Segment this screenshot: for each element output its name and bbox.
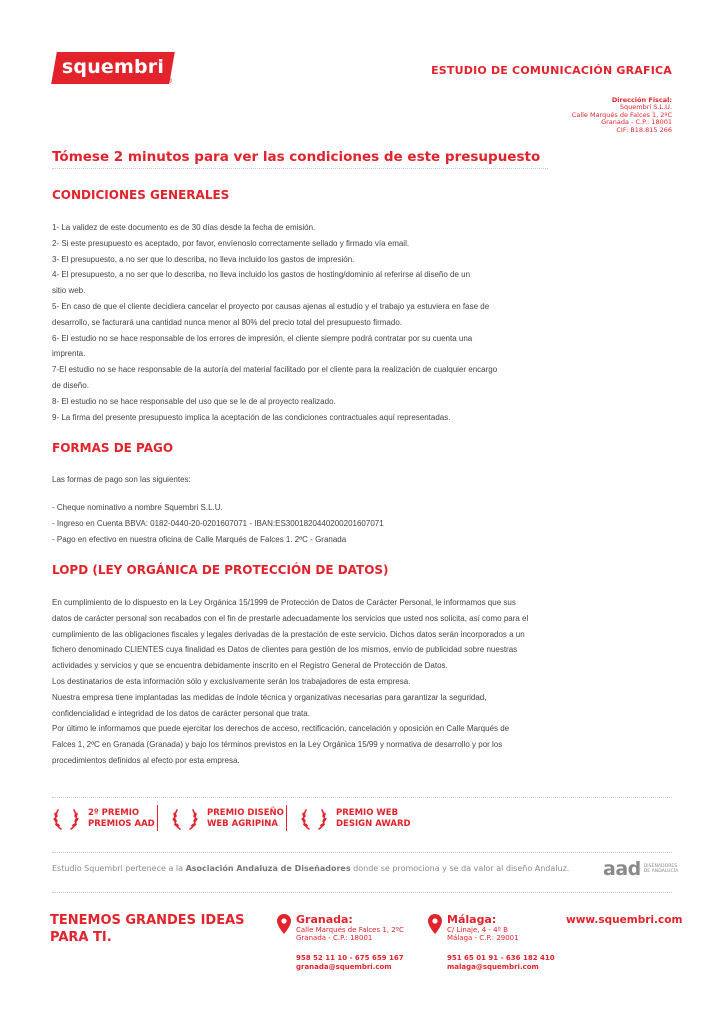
- aad-logo-sub-line: DISEÑADORES: [643, 863, 678, 869]
- lopd-line: procedimientos definidos al efecto por esta empresa.: [52, 755, 240, 765]
- office-address: [447, 926, 555, 943]
- award-line: PREMIOS AAD: [88, 819, 155, 829]
- payment-item: - Ingreso en Cuenta BBVA: 0182-0440-20-0201607071 - IBAN:ES3001820440200201607071: [52, 518, 384, 528]
- website-link[interactable]: www.squembri.com: [566, 914, 683, 926]
- office-city: Málaga:: [447, 913, 497, 926]
- aad-logo-sub-line: DE ANDALUCÍA: [643, 869, 679, 874]
- fiscal-address: [572, 97, 672, 134]
- payment-intro-block: [52, 472, 552, 488]
- award-label: [207, 808, 284, 830]
- map-pin-icon: [277, 914, 291, 934]
- condition-line: 1- La validez de este documento es de 30 días desde la fecha de emisión.: [52, 223, 316, 232]
- lopd-line: datos de carácter personal son recabados con el fin de prestarle adecuadamente los servicios que usted nos solicita, así como para el: [52, 613, 529, 623]
- office-city: Granada:: [296, 913, 353, 926]
- condition-line: 8- El estudio no se hace responsable del uso que se le de al proyecto realizado.: [52, 396, 336, 406]
- page-title: Tómese 2 minutos para ver las condiciones de este presupuesto: [52, 149, 541, 165]
- aad-note-text: Estudio Squembri pertenece a la: [52, 864, 186, 873]
- logo-text: squembri: [61, 56, 165, 78]
- condition-line: desarrollo, se facturará una cantidad nunca menor al 80% del precio total del presupuesto firmado.: [52, 317, 402, 327]
- office-details: [296, 913, 404, 973]
- award-line: 2º PREMIO: [88, 808, 140, 818]
- condition-line: de diseño.: [52, 380, 89, 390]
- aad-logo-mark: aad: [603, 858, 641, 880]
- laurel-icon: [300, 806, 328, 832]
- lopd-line: cumplimiento de las obligaciones fiscales y legales derivadas de la prestación de este servicio. Dichos datos serán incorporados a un: [52, 629, 525, 639]
- title-divider: [52, 168, 548, 169]
- lopd-line: Los destinatarios de esta información sólo y exclusivamente serán los trabajadores de esta empresa.: [52, 676, 411, 686]
- office-phone: 951 65 01 91 - 636 182 410: [447, 953, 555, 962]
- lopd-line: Nuestra empresa tiene implantadas las medidas de índole técnica y organizativas necesarias para garantizar la seguridad,: [52, 692, 487, 702]
- office-address-line: Granada - C.P.: 18001: [296, 934, 373, 943]
- lopd-line: Por último le informamos que puede ejercitar los derechos de acceso, rectificación, cancelación y oposición en Calle Marqués de: [52, 724, 510, 734]
- map-pin-icon: [428, 914, 442, 934]
- office-phone: 958 52 11 10 - 675 659 167: [296, 953, 404, 962]
- office-granada: [277, 913, 404, 973]
- condition-line: 4- El presupuesto, a no ser que lo describa, no lleva incluido los gastos de hosting/dominio al referirse al diseño de un: [52, 270, 471, 280]
- award-line: WEB AGRIPINA: [207, 819, 278, 829]
- office-malaga: [428, 913, 555, 973]
- aad-logo: [603, 858, 678, 880]
- lopd-line: Falces 1, 2ºC en Granada (Granada) y bajo los términos previstos en la Ley Orgánica 15/99 y normativa de desarrollo y por los: [52, 740, 503, 750]
- condition-line: imprenta.: [52, 349, 86, 359]
- award-agripina: [171, 806, 284, 832]
- payment-title: FORMAS DE PAGO: [52, 441, 174, 455]
- condition-line: 7-El estudio no se hace responsable de la autoría del material facilitado por el cliente para la realización de cualquier encargo: [52, 365, 498, 375]
- laurel-icon: [171, 806, 199, 832]
- office-address: [296, 926, 404, 943]
- condition-line: 6- El estudio no se hace responsable de los errores de impresión, el cliente siempre podrá contratar por su cuenta una: [52, 333, 473, 343]
- lopd-title: LOPD (LEY ORGÁNICA DE PROTECCIÓN DE DATOS): [52, 563, 389, 577]
- laurel-icon: [52, 806, 80, 832]
- payment-item: - Cheque nominativo a nombre Squembri S.L.U.: [52, 503, 223, 512]
- footer-divider: [52, 892, 672, 893]
- conditions-title: CONDICIONES GENERALES: [52, 188, 230, 202]
- office-email[interactable]: malaga@squembri.com: [447, 963, 539, 972]
- award-line: PREMIO WEB: [336, 808, 399, 818]
- awards-divider-bottom: [52, 852, 672, 853]
- office-contact: [296, 954, 404, 973]
- awards-divider-top: [52, 797, 672, 798]
- payment-intro: Las formas de pago son las siguientes:: [52, 475, 191, 484]
- payment-list: [52, 500, 552, 547]
- condition-line: sitio web.: [52, 286, 86, 296]
- slogan-line: TENEMOS GRANDES IDEAS: [50, 913, 245, 928]
- fiscal-line: Squembri S.L.U.: [619, 103, 672, 112]
- office-details: [447, 913, 555, 973]
- footer-slogan: [50, 913, 245, 946]
- lopd-line: confidencialidad e integridad de los datos de carácter personal que trata.: [52, 708, 310, 718]
- squembri-logo: [54, 52, 172, 84]
- award-label: [88, 808, 155, 830]
- aad-note-text: donde se promociona y se da valor al diseño Andaluz.: [350, 864, 570, 873]
- fiscal-line: CIF: B18.815 266: [616, 125, 672, 134]
- conditions-list: [52, 220, 552, 425]
- aad-association-name: Asociación Andaluza de Diseñadores: [185, 864, 351, 873]
- slogan-line: PARA TI.: [50, 929, 112, 945]
- lopd-line: fichero denominado CLIENTES cuya finalidad es Datos de clientes para gestión de los mismos, envío de publicidad sobre nuestras: [52, 645, 518, 655]
- lopd-text: [52, 595, 552, 769]
- fiscal-label: Dirección Fiscal:: [611, 96, 672, 104]
- award-line: PREMIO DISEÑO: [207, 808, 284, 818]
- registered-mark: ®: [167, 78, 173, 85]
- condition-line: 5- En caso de que el cliente decidiera cancelar el proyecto por causas ajenas al estudio y el trabajo ya estuviera en fase de: [52, 301, 490, 311]
- office-email[interactable]: granada@squembri.com: [296, 963, 392, 972]
- award-aad: [52, 806, 155, 832]
- lopd-line: En cumplimiento de lo dispuesto en la Ley Orgánica 15/1999 de Protección de Datos de Carácter Personal, le informamos que sus: [52, 598, 516, 607]
- payment-item: - Pago en efectivo en nuestra oficina de Calle Marqués de Falces 1. 2ºC - Granada: [52, 534, 347, 544]
- lopd-line: actividades y servicios y que se encuentra debidamente inscrito en el Registro General de Protección de Datos.: [52, 661, 448, 671]
- studio-tagline: ESTUDIO DE COMUNICACIÓN GRAFICA: [431, 64, 672, 77]
- condition-line: 9- La firma del presente presupuesto implica la aceptación de las condiciones contractuales aquí representadas.: [52, 412, 451, 422]
- fiscal-line: Granada - C.P.: 18001: [601, 118, 672, 127]
- condition-line: 3- El presupuesto, a no ser que lo describa, no lleva incluido los gastos de impresión.: [52, 254, 355, 264]
- aad-logo-subtitle: [644, 864, 678, 875]
- award-line: DESIGN AWARD: [336, 819, 411, 829]
- award-web-design: [300, 806, 411, 832]
- condition-line: 2- Si este presupuesto es aceptado, por favor, envíenoslo correctamente sellado y firmado vía email.: [52, 238, 410, 248]
- aad-membership-note: [52, 864, 569, 873]
- office-address-line: Calle Marqués de Falces 1, 2ºC: [296, 926, 404, 934]
- office-contact: [447, 954, 555, 973]
- fiscal-line: Calle Marqués de Falces 1, 2ºC: [571, 110, 672, 119]
- award-separator: [157, 805, 158, 831]
- office-address-line: Málaga - C.P.: 29001: [447, 934, 519, 943]
- award-label: [336, 808, 411, 830]
- award-separator: [286, 805, 287, 831]
- office-address-line: C/ Linaje, 4 - 4º B: [447, 926, 508, 934]
